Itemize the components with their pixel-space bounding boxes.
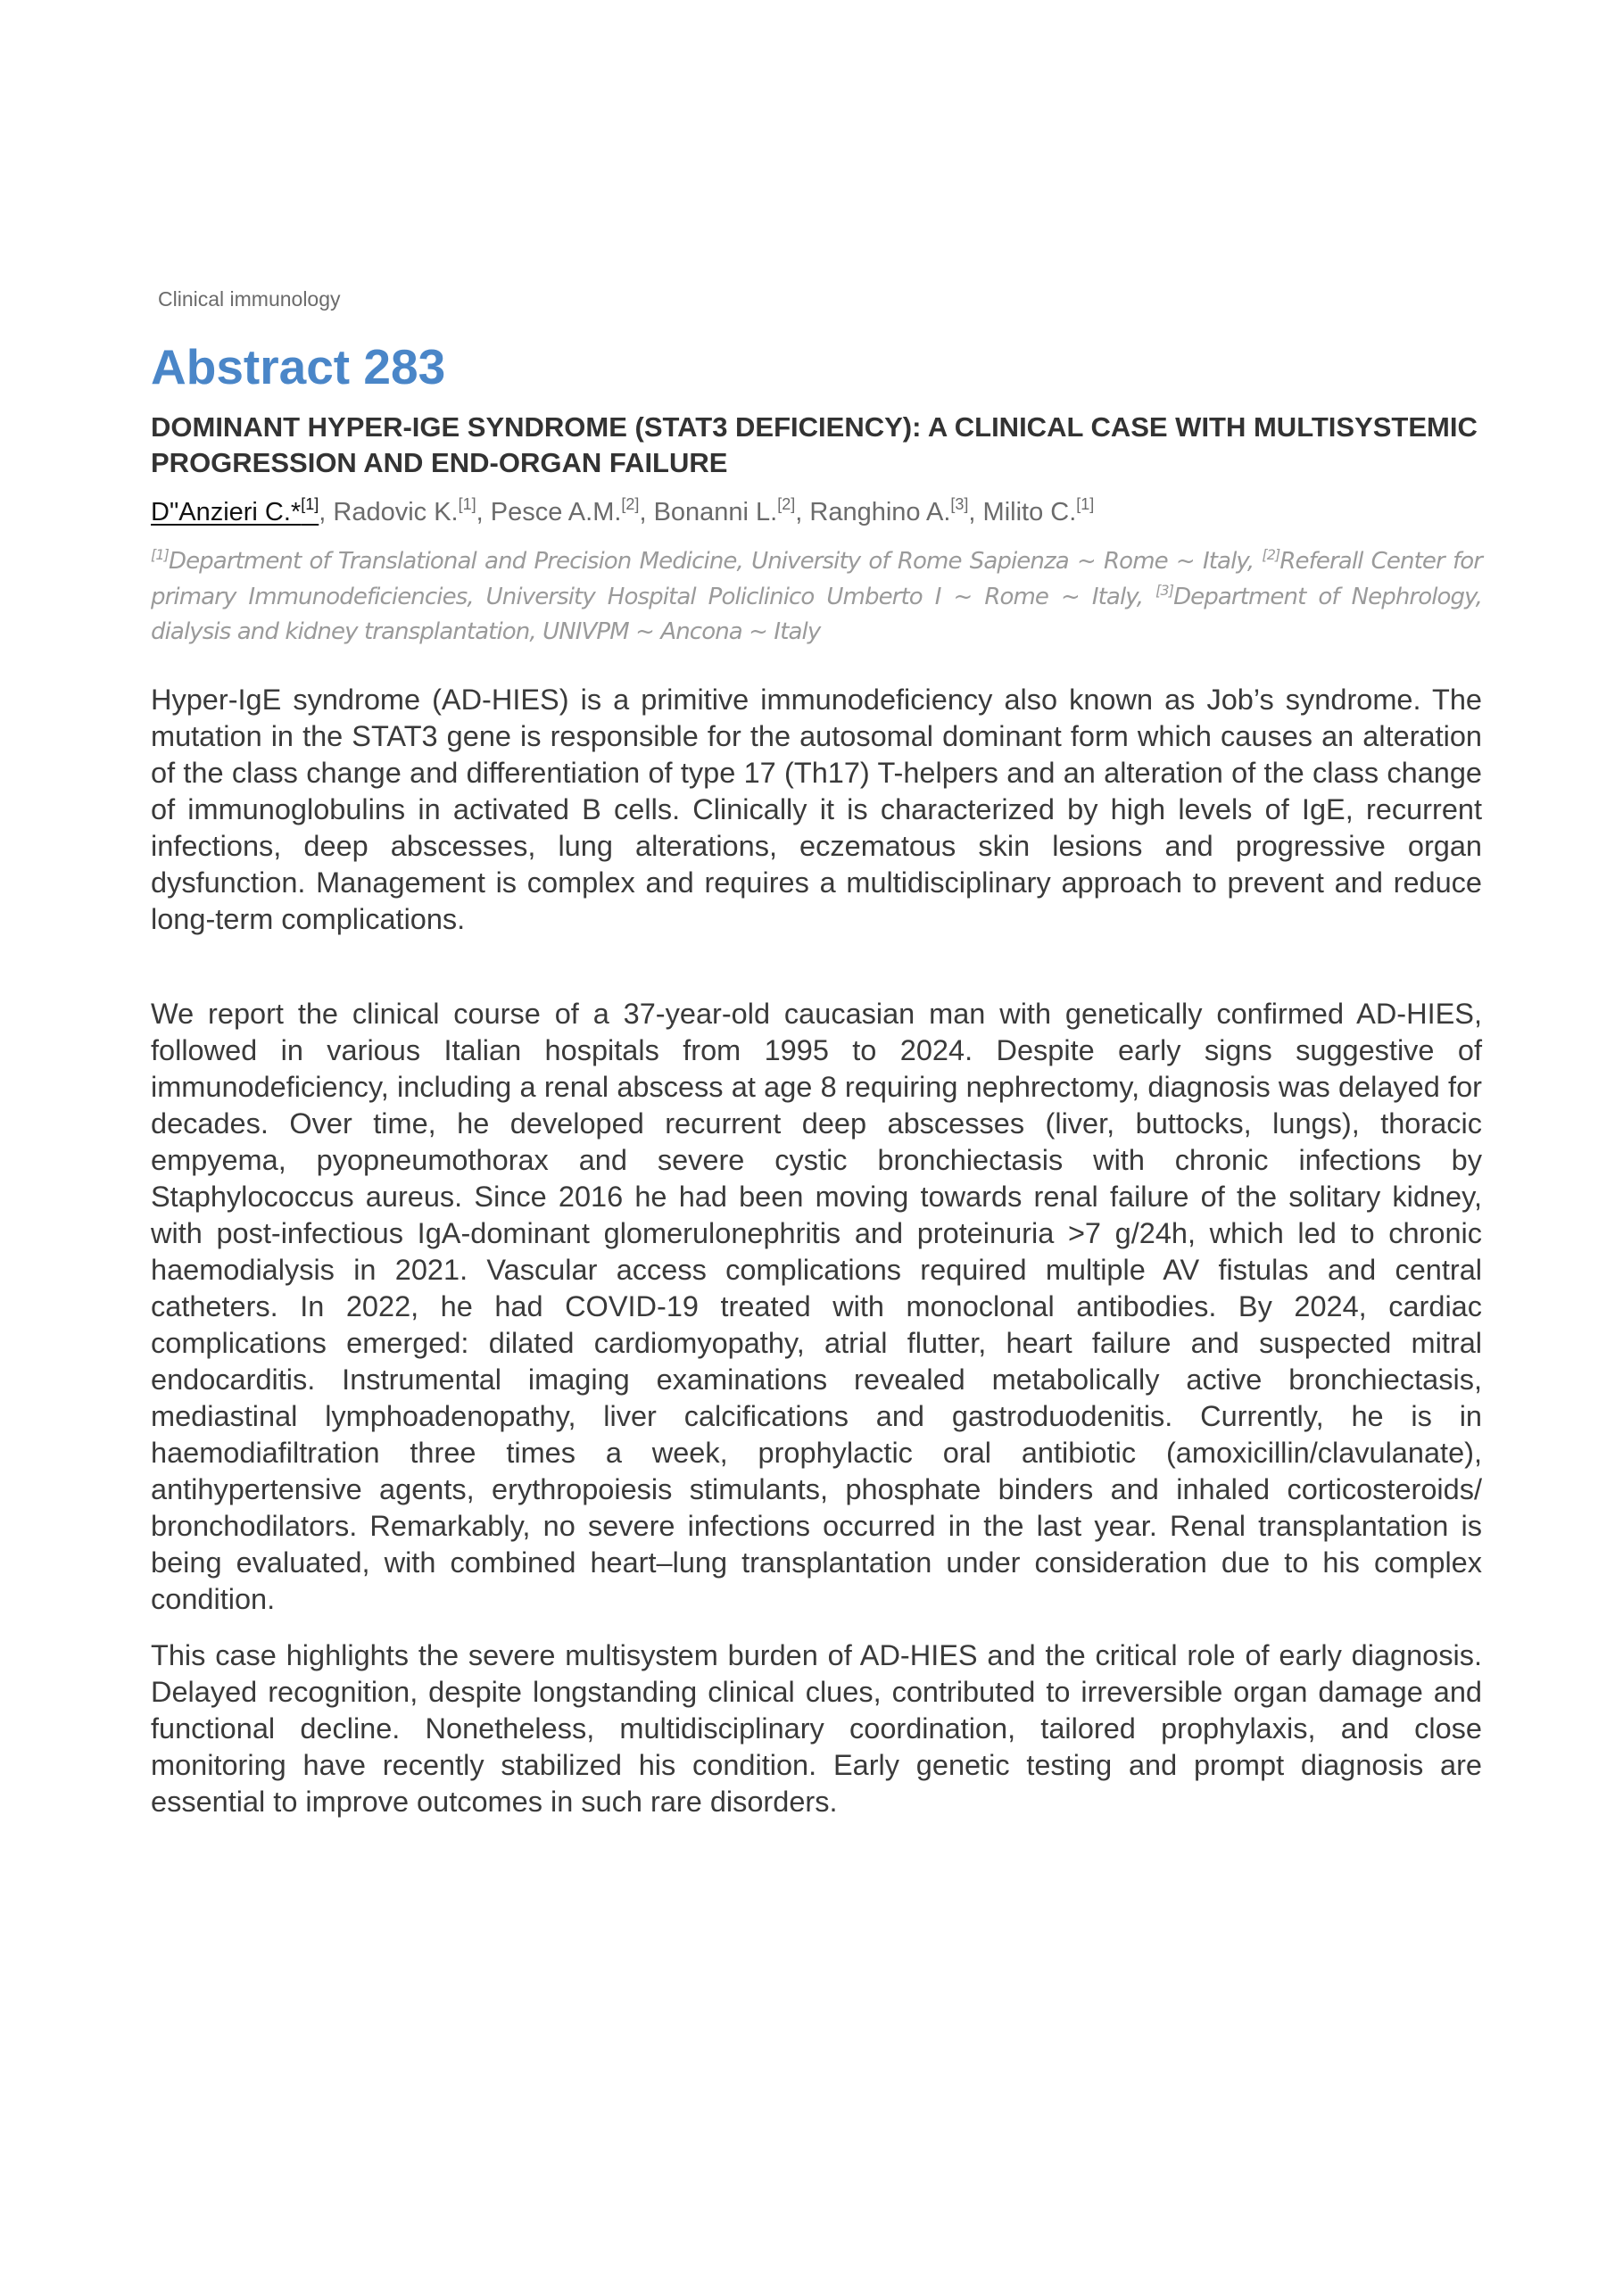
author-name: D"Anzieri C.* (151, 498, 302, 526)
author-affiliation-ref: [3] (950, 495, 969, 513)
author-presenting (151, 495, 319, 526)
author-affiliation-ref: [2] (777, 495, 796, 513)
category-label: Clinical immunology (158, 287, 341, 311)
author-separator: , (968, 498, 983, 526)
author-name: Pesce A.M. (490, 498, 622, 526)
author (809, 495, 969, 526)
affiliation-number: [1] (151, 546, 169, 563)
author-separator: , (795, 498, 810, 526)
author-name: Bonanni L. (653, 498, 778, 526)
abstract-title: DOMINANT HYPER-IGE SYNDROME (STAT3 DEFICIENCY): A CLINICAL CASE WITH MULTISYSTEMIC PROGRESSION AND END-ORGAN FAILURE (151, 411, 1478, 478)
author-affiliation-ref: [1] (301, 495, 319, 513)
affiliation-number: [2] (1262, 546, 1280, 563)
author (653, 495, 796, 526)
author-affiliation-ref: [2] (621, 495, 640, 513)
author-name: Milito C. (982, 498, 1077, 526)
author-name: Radovic K. (333, 498, 459, 526)
affiliation-number: [3] (1155, 581, 1174, 599)
abstract-paragraph-conclusion: This case highlights the severe multisystem burden of AD-HIES and the critical role of early diagnosis. Delayed recognition, despite longstanding clinical clues, contributed to irreversible organ damage and functional decline. Nonetheless, multidisciplinary coordination, tailored prophylaxis, and close monitoring have recently stabilized his condition. Early genetic testing and prompt diagnosis are essential to improve outcomes in such rare disorders. (151, 1639, 1482, 1818)
abstract-paragraph-case-report: We report the clinical course of a 37-year-old caucasian man with genetically confirmed AD-HIES, followed in various Italian hospitals from 1995 to 2024. Despite early signs suggestive of immunodeficiency, including a renal abscess at age 8 requiring nephrectomy, diagnosis was delayed for decades. Over time, he developed recurrent deep abscesses (liver, buttocks, lungs), thoracic empyema, pyopneumothorax and severe cystic bronchiectasis with chronic infections by Staphylococcus aureus. Since 2016 he had been moving towards renal failure of the solitary kidney, with post-infectious IgA-dominant glomerulonephritis and proteinuria >7 g/24h, which led to chronic haemodialysis in 2021. Vascular access complications required multiple AV fistulas and central catheters. In 2022, he had COVID-19 treated with monoclonal antibodies. By 2024, cardiac complications emerged: dilated cardiomyopathy, atrial flutter, heart failure and suspected mitral endocarditis. Instrumental imaging examinations revealed metabolically active bronchiectasis, mediastinal lymphoadenopathy, liver calcifications and gastroduodenitis. Currently, he is in haemodiafiltration three times a week, prophylactic oral antibiotic (amoxicillin/clavulanate), antihypertensive agents, erythropoiesis stimulants, phosphate binders and inhaled corticosteroids/ bronchodilators. Remarkably, no severe infections occurred in the last year. Renal transplantation is being evaluated, with combined heart–lung transplantation under consideration due to his complex condition. (151, 998, 1482, 1615)
author-separator: , (476, 498, 491, 526)
author-separator: , (319, 498, 334, 526)
author (490, 495, 640, 526)
affiliation-text: Department of Translational and Precision Medicine, University of Rome Sapienza ~ Rome ~ Italy, (168, 548, 1255, 575)
author (982, 495, 1095, 526)
author (333, 495, 476, 526)
author-separator: , (639, 498, 654, 526)
author-list (151, 496, 1489, 528)
author-affiliation-ref: [1] (458, 495, 476, 513)
abstract-paragraph-background: Hyper-IgE syndrome (AD-HIES) is a primitive immunodeficiency also known as Job’s syndrome. The mutation in the STAT3 gene is responsible for the autosomal dominant form which causes an alteration of the class change and differentiation of type 17 (Th17) T-helpers and an alteration of the class change of immunoglobulins in activated B cells. Clinically it is characterized by high levels of IgE, recurrent infections, deep abscesses, lung alterations, eczematous skin lesions and progressive organ dysfunction. Management is complex and requires a multidisciplinary approach to prevent and reduce long-term complications. (151, 684, 1482, 935)
affiliation-text: Department of Nephrology, dialysis and kidney transplantation, UNIVPM ~ Ancona ~ Italy (151, 583, 1482, 645)
author-affiliation-ref: [1] (1076, 495, 1095, 513)
abstract-number-heading: Abstract 283 (151, 339, 446, 394)
author-name: Ranghino A. (809, 498, 951, 526)
affiliation-list (151, 544, 1482, 651)
affiliation-text: Referall Center for primary Immunodeficiencies, University Hospital Policlinico Umberto I ~ Rome ~ Italy, (151, 548, 1483, 610)
